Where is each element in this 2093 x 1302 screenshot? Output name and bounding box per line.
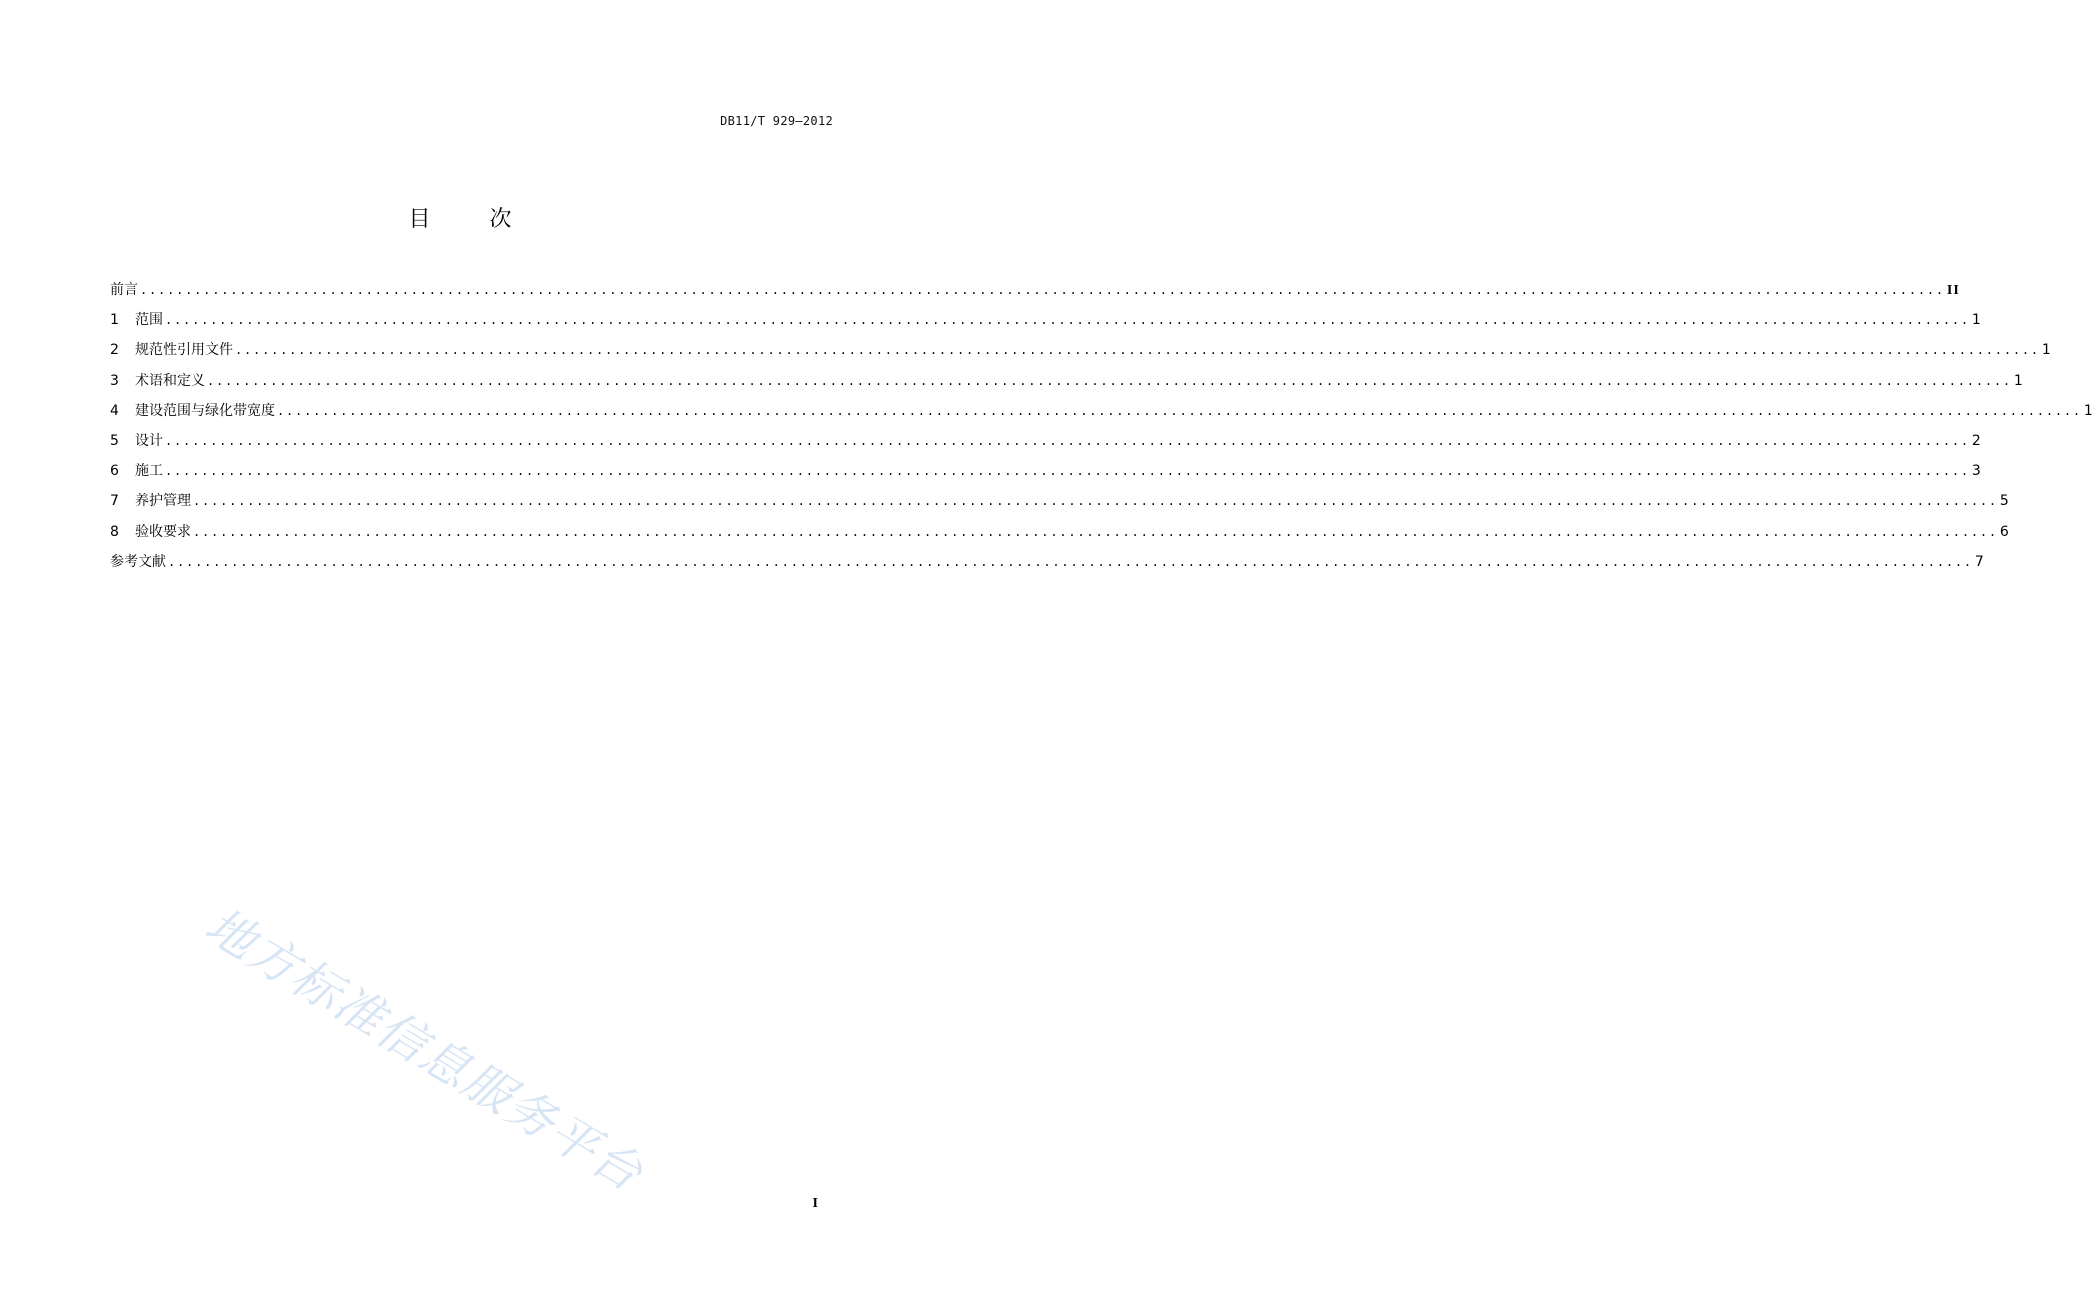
toc-entry-label: 参考文献 — [110, 553, 166, 570]
toc-entry-number: 2 — [110, 342, 119, 359]
toc-entry-label: 养护管理 — [135, 493, 191, 510]
toc-leader-dots: ........................................................................................................................................................................................................ — [140, 283, 1945, 297]
toc-leader-dots: ........................................................................................................................................................................................................ — [235, 343, 2040, 358]
toc-entry-page: 1 — [1971, 312, 1981, 329]
toc-entry-construction-scope[interactable] — [110, 399, 2093, 429]
toc-entry-label: 设计 — [135, 432, 163, 449]
toc-leader-dots: ........................................................................................................................................................................................................ — [193, 494, 1998, 509]
toc-entry-label: 验收要求 — [135, 523, 191, 540]
toc-entry-scope[interactable] — [110, 308, 1981, 338]
toc-entry-label: 前言 — [110, 282, 138, 298]
toc-entry-number: 6 — [110, 463, 119, 480]
toc-entry-terms-definitions[interactable] — [110, 369, 2023, 399]
toc-entry-label: 范围 — [135, 312, 163, 329]
watermark: 地方标准信息服务平台 — [195, 897, 653, 1203]
toc-entry-page: 3 — [1971, 463, 1981, 480]
toc-leader-dots: ........................................................................................................................................................................................................ — [207, 373, 2012, 388]
toc-entry-number: 8 — [110, 523, 119, 540]
toc-entry-number: 4 — [110, 402, 119, 419]
toc-entry-label: 规范性引用文件 — [135, 342, 233, 359]
document-code: DB11/T 929—2012 — [720, 114, 833, 128]
toc-entry-page: 2 — [1971, 432, 1981, 449]
toc-title: 目 次 — [408, 207, 538, 232]
toc-entry-page: II — [1946, 283, 1960, 298]
toc-entry-foreword[interactable] — [110, 278, 1960, 308]
page-number: I — [812, 1196, 818, 1211]
toc-entry-bibliography[interactable] — [110, 550, 1984, 580]
toc-entry-acceptance[interactable] — [110, 520, 2009, 550]
toc-entry-number: 3 — [110, 372, 119, 389]
table-of-contents — [110, 278, 2093, 580]
toc-entry-label: 建设范围与绿化带宽度 — [135, 402, 275, 419]
toc-entry-number: 7 — [110, 493, 119, 510]
toc-entry-maintenance[interactable] — [110, 489, 2009, 519]
toc-entry-label: 施工 — [135, 463, 163, 480]
toc-leader-dots: ........................................................................................................................................................................................................ — [193, 524, 1998, 539]
toc-entry-page: 6 — [1999, 523, 2009, 540]
toc-entry-page: 7 — [1974, 553, 1984, 570]
toc-leader-dots: ........................................................................................................................................................................................................ — [165, 433, 1970, 448]
toc-entry-page: 1 — [2041, 342, 2051, 359]
toc-entry-construction[interactable] — [110, 459, 1981, 489]
toc-entry-number: 5 — [110, 432, 119, 449]
toc-entry-page: 1 — [2013, 372, 2023, 389]
toc-leader-dots: ........................................................................................................................................................................................................ — [168, 554, 1973, 569]
toc-entry-label: 术语和定义 — [135, 372, 205, 389]
toc-leader-dots: ........................................................................................................................................................................................................ — [165, 464, 1970, 479]
toc-leader-dots: ........................................................................................................................................................................................................ — [277, 403, 2082, 418]
toc-entry-page: 5 — [1999, 493, 2009, 510]
toc-entry-design[interactable] — [110, 429, 1981, 459]
toc-entry-page: 1 — [2083, 402, 2093, 419]
toc-entry-normative-references[interactable] — [110, 338, 2051, 368]
toc-leader-dots: ........................................................................................................................................................................................................ — [165, 313, 1970, 328]
toc-entry-number: 1 — [110, 312, 119, 329]
